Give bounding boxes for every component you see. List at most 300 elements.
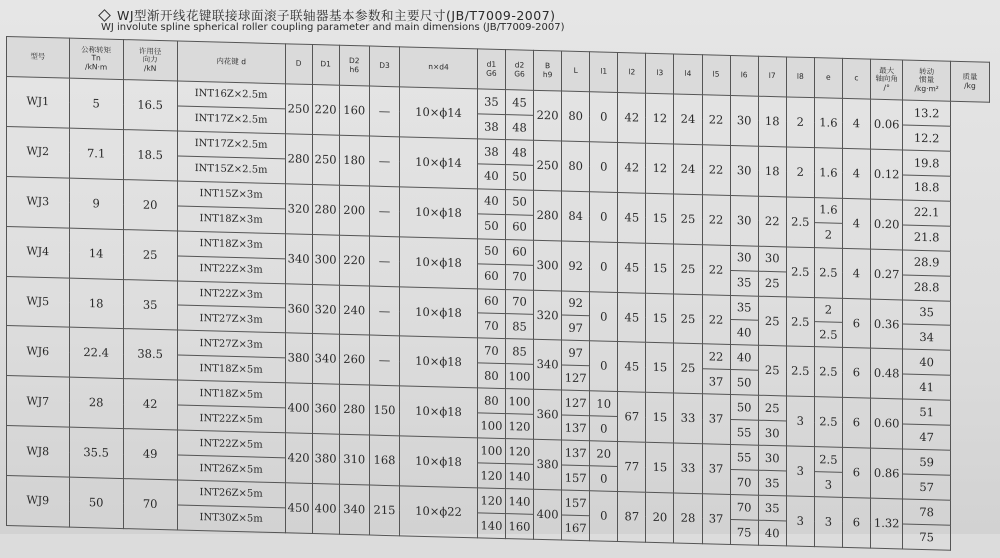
cell-d1: 340: [312, 334, 339, 385]
cell-nd: 10×ϕ18: [400, 386, 478, 438]
column-header: [842, 58, 870, 99]
cell-model: WJ7: [7, 376, 70, 428]
cell-l3: 15: [646, 442, 674, 493]
cell-l8: 2: [786, 147, 814, 198]
cell-c: 4: [842, 98, 870, 149]
cell-l3: 12: [646, 143, 674, 194]
cell-hub: INT22Z×3m: [177, 256, 285, 284]
cell-l4: 24: [674, 94, 702, 145]
column-header: [7, 37, 70, 79]
parameter-table: [6, 36, 990, 552]
cell-e: 3: [814, 472, 842, 498]
column-header: [674, 54, 702, 95]
cell-model: WJ5: [7, 276, 70, 328]
cell-l6: 50: [730, 395, 758, 421]
cell-l6: 30: [730, 195, 758, 246]
header-text: 质量: [962, 71, 978, 82]
cell-l2: 77: [618, 442, 646, 493]
cell-l7: 25: [758, 271, 786, 297]
cell-l4: 25: [674, 194, 702, 245]
cell-mass: 75: [903, 524, 951, 550]
cell-l4: 24: [674, 144, 702, 195]
cell-tn: 28: [69, 377, 123, 428]
header-text: l5: [712, 69, 720, 79]
cell-l8: 2.5: [786, 346, 814, 397]
cell-b: 400: [534, 489, 562, 540]
cell-d2: 70: [505, 264, 533, 290]
cell-l3: 15: [646, 393, 674, 444]
cell-c: 6: [842, 448, 870, 499]
cell-nd: 10×ϕ18: [400, 336, 478, 388]
column-header: [177, 41, 285, 84]
parameter-table-wrapper: [6, 36, 996, 558]
cell-l6: 70: [730, 470, 758, 496]
cell-d: 280: [285, 134, 312, 185]
cell-d1: 35: [477, 89, 505, 115]
cell-l7: 40: [758, 520, 786, 546]
cell-d2: 140: [505, 489, 533, 515]
cell-l6: 40: [730, 320, 758, 346]
cell-l6: 40: [730, 345, 758, 371]
cell-d2: 45: [505, 90, 533, 116]
cell-l2: 87: [618, 492, 646, 543]
cell-d2: 340: [339, 484, 369, 535]
cell-d1: 120: [477, 463, 505, 489]
cell-l6: 35: [730, 295, 758, 321]
cell-l5: 22: [702, 145, 730, 196]
cell-d2: 160: [339, 85, 369, 136]
cell-e: 2.5: [814, 347, 842, 398]
cell-rf: 25: [123, 229, 177, 280]
cell-hub: INT15Z×2.5m: [177, 156, 285, 184]
cell-l5: 37: [702, 394, 730, 445]
cell-l8: 2: [786, 97, 814, 148]
cell-l1: 0: [590, 416, 618, 442]
cell-d1: 100: [477, 438, 505, 464]
cell-model: WJ2: [7, 126, 70, 178]
cell-l: 137: [562, 440, 590, 466]
cell-d1: 140: [477, 513, 505, 539]
cell-l6: 35: [730, 270, 758, 296]
cell-d3: —: [369, 86, 399, 137]
header-text: n×d4: [428, 62, 449, 72]
cell-b: 250: [534, 140, 562, 191]
header-text: Tn: [91, 53, 101, 63]
header-text: L: [573, 66, 578, 76]
cell-d2: 260: [339, 335, 369, 386]
cell-c: 4: [842, 148, 870, 199]
cell-mass: 28.8: [903, 275, 951, 301]
cell-l1: 0: [590, 192, 618, 243]
cell-b: 280: [534, 190, 562, 241]
cell-hub: INT22Z×5m: [177, 430, 285, 458]
cell-d2: 310: [339, 434, 369, 485]
cell-rf: 49: [123, 429, 177, 480]
cell-l1: 0: [590, 341, 618, 392]
column-header: [285, 44, 312, 85]
cell-l5: 22: [702, 244, 730, 295]
cell-ang: 0.86: [870, 448, 902, 499]
cell-l6: 30: [730, 245, 758, 271]
cell-mass: 41: [903, 374, 951, 400]
cell-e: 2: [814, 297, 842, 323]
cell-tn: 14: [69, 228, 123, 279]
cell-l7: 25: [758, 346, 786, 397]
header-text: 向力: [142, 54, 158, 65]
cell-d: 320: [285, 184, 312, 235]
cell-hub: INT15Z×3m: [177, 181, 285, 209]
cell-mass: 22.1: [903, 200, 951, 226]
header-text: 公称转矩: [81, 44, 112, 55]
column-header: [477, 49, 505, 90]
cell-l8: 3: [786, 396, 814, 447]
header-text: 转动: [919, 66, 935, 76]
cell-d1: 60: [477, 288, 505, 314]
cell-nd: 10×ϕ18: [400, 436, 478, 488]
cell-d1: 50: [477, 238, 505, 264]
cell-d1: 360: [312, 384, 339, 435]
cell-l7: 30: [758, 246, 786, 272]
cell-mass: 40: [903, 349, 951, 375]
cell-d1: 70: [477, 338, 505, 364]
cell-hub: INT18Z×3m: [177, 206, 285, 234]
cell-d1: 80: [477, 363, 505, 389]
table-title-english: WJ involute spline spherical roller coupling parameter and main dimensions (JB/T7009-2007): [101, 22, 565, 33]
cell-b: 320: [534, 290, 562, 341]
cell-l4: 33: [674, 393, 702, 444]
cell-l2: 45: [618, 242, 646, 293]
cell-d1: 250: [312, 134, 339, 185]
cell-rf: 35: [123, 279, 177, 330]
header-text: /kg: [964, 80, 976, 90]
cell-hub: INT26Z×5m: [177, 455, 285, 483]
cell-ang: 0.27: [870, 249, 902, 300]
cell-d2: 48: [505, 139, 533, 165]
header-text: 最大: [879, 65, 895, 75]
cell-l6: 30: [730, 95, 758, 146]
cell-l7: 18: [758, 96, 786, 147]
cell-l2: 45: [618, 342, 646, 393]
cell-d2: 220: [339, 235, 369, 286]
cell-e: 2.5: [814, 447, 842, 473]
cell-c: 6: [842, 497, 870, 548]
cell-mass: 57: [903, 474, 951, 500]
cell-model: WJ9: [7, 476, 70, 528]
cell-d1: 70: [477, 313, 505, 339]
cell-l4: 25: [674, 343, 702, 394]
cell-tn: 22.4: [69, 328, 123, 379]
cell-mass: 78: [903, 499, 951, 525]
cell-mass: 18.8: [903, 175, 951, 201]
cell-e: 1.6: [814, 98, 842, 149]
cell-e: 3: [814, 497, 842, 548]
cell-l: 80: [562, 141, 590, 192]
header-text: l6: [740, 70, 748, 80]
cell-d2: 60: [505, 214, 533, 240]
cell-l8: 2.5: [786, 197, 814, 248]
cell-l5: 37: [702, 494, 730, 545]
cell-c: 4: [842, 248, 870, 299]
cell-d1: 40: [477, 164, 505, 190]
cell-model: WJ4: [7, 226, 70, 278]
diamond-bullet-icon: [98, 9, 111, 22]
header-text: l7: [768, 71, 776, 81]
cell-hub: INT30Z×5m: [177, 505, 285, 533]
column-header: [69, 38, 123, 79]
column-header: [369, 46, 399, 87]
header-text: l4: [684, 68, 692, 79]
cell-nd: 10×ϕ18: [400, 236, 478, 288]
cell-d2: 50: [505, 189, 533, 215]
column-header: [814, 58, 842, 99]
header-text: G6: [514, 68, 525, 79]
header-text: /°: [883, 82, 890, 92]
cell-hub: INT27Z×3m: [177, 330, 285, 358]
column-header: [400, 47, 478, 89]
cell-e: 2.5: [814, 247, 842, 298]
cell-tn: 35.5: [69, 427, 123, 478]
cell-d1: 320: [312, 284, 339, 335]
header-text: 轴向角: [875, 73, 898, 84]
column-header: [702, 55, 730, 96]
header-text: /kN: [143, 63, 157, 73]
header-text: c: [854, 73, 859, 83]
cell-e: 1.6: [814, 197, 842, 223]
cell-d: 450: [285, 483, 312, 534]
header-text: D3: [379, 60, 390, 71]
cell-model: WJ1: [7, 77, 70, 129]
cell-l7: 30: [758, 420, 786, 446]
cell-model: WJ6: [7, 326, 70, 378]
cell-d2: 120: [505, 439, 533, 465]
cell-d1: 120: [477, 488, 505, 514]
cell-tn: 5: [69, 78, 123, 129]
cell-l5: 22: [702, 95, 730, 146]
cell-l1: 10: [590, 391, 618, 417]
cell-d1: 80: [477, 388, 505, 414]
cell-mass: 47: [903, 424, 951, 450]
cell-l3: 15: [646, 243, 674, 294]
cell-l8: 2.5: [786, 247, 814, 298]
cell-d1: 60: [477, 263, 505, 289]
cell-tn: 9: [69, 178, 123, 229]
cell-d2: 50: [505, 164, 533, 190]
header-text: d2: [514, 60, 525, 70]
column-header: [903, 60, 951, 101]
cell-d3: —: [369, 335, 399, 386]
cell-e: 2.5: [814, 322, 842, 348]
cell-d: 340: [285, 233, 312, 284]
cell-l: 80: [562, 91, 590, 142]
cell-hub: INT17Z×2.5m: [177, 106, 285, 134]
cell-l3: 20: [646, 492, 674, 543]
column-header: [618, 53, 646, 94]
cell-tn: 18: [69, 278, 123, 329]
cell-c: 4: [842, 198, 870, 249]
column-header: [312, 45, 339, 86]
cell-nd: 10×ϕ14: [400, 137, 478, 189]
cell-l2: 45: [618, 292, 646, 343]
cell-l8: 3: [786, 446, 814, 497]
cell-l4: 28: [674, 493, 702, 544]
cell-d2: 60: [505, 239, 533, 265]
cell-mass: 35: [903, 299, 951, 325]
column-header: [590, 52, 618, 93]
cell-e: 2: [814, 222, 842, 248]
cell-ang: 1.32: [870, 498, 902, 549]
column-header: [339, 45, 369, 86]
column-header: [758, 56, 786, 97]
cell-b: 380: [534, 439, 562, 490]
header-text: l3: [656, 68, 664, 78]
header-text: e: [826, 72, 831, 82]
cell-l1: 0: [590, 466, 618, 492]
cell-ang: 0.48: [870, 349, 902, 400]
cell-d3: 168: [369, 435, 399, 486]
column-header: [534, 50, 562, 91]
cell-mass: 34: [903, 324, 951, 350]
cell-l: 167: [562, 515, 590, 541]
cell-d1: 100: [477, 413, 505, 439]
cell-d3: —: [369, 186, 399, 237]
column-header: [505, 50, 533, 91]
cell-l7: 25: [758, 296, 786, 347]
cell-c: 6: [842, 298, 870, 349]
header-text: B: [545, 60, 551, 71]
cell-l: 157: [562, 490, 590, 516]
header-text: /kN·m: [85, 61, 108, 72]
cell-l: 97: [562, 340, 590, 366]
cell-d2: 240: [339, 285, 369, 336]
cell-d2: 85: [505, 339, 533, 365]
cell-ang: 0.60: [870, 398, 902, 449]
cell-l7: 35: [758, 470, 786, 496]
cell-nd: 10×ϕ14: [400, 87, 478, 139]
cell-d: 250: [285, 84, 312, 135]
cell-c: 6: [842, 398, 870, 449]
cell-l2: 42: [618, 142, 646, 193]
cell-mass: 19.8: [903, 150, 951, 176]
cell-l5: 37: [702, 369, 730, 395]
cell-tn: 7.1: [69, 128, 123, 179]
cell-e: 1.6: [814, 148, 842, 199]
header-text: l1: [600, 66, 608, 76]
cell-rf: 18.5: [123, 129, 177, 180]
header-text: 型号: [30, 51, 46, 62]
column-header: [870, 59, 902, 100]
cell-l7: 35: [758, 495, 786, 521]
cell-d1: 38: [477, 114, 505, 140]
cell-b: 220: [534, 90, 562, 141]
header-text: /kg·m²: [914, 83, 939, 94]
cell-l6: 30: [730, 145, 758, 196]
header-text: D: [295, 58, 302, 68]
cell-b: 300: [534, 240, 562, 291]
cell-l7: 18: [758, 146, 786, 197]
header-text: h9: [542, 69, 553, 79]
cell-l2: 67: [618, 392, 646, 443]
cell-mass: 59: [903, 449, 951, 475]
cell-hub: INT26Z×5m: [177, 480, 285, 508]
cell-mass: 51: [903, 399, 951, 425]
cell-mass: 28.9: [903, 250, 951, 276]
cell-nd: 10×ϕ18: [400, 286, 478, 338]
cell-hub: INT27Z×3m: [177, 305, 285, 333]
column-header: [123, 40, 177, 81]
cell-l4: 25: [674, 293, 702, 344]
cell-d2: 100: [505, 364, 533, 390]
cell-d1: 400: [312, 484, 339, 535]
cell-l3: 15: [646, 193, 674, 244]
cell-hub: INT18Z×5m: [177, 380, 285, 408]
cell-d3: —: [369, 236, 399, 287]
cell-ang: 0.36: [870, 299, 902, 350]
cell-ang: 0.06: [870, 99, 902, 150]
header-text: l2: [628, 67, 636, 77]
cell-l: 157: [562, 465, 590, 491]
cell-l6: 75: [730, 519, 758, 545]
cell-nd: 10×ϕ18: [400, 187, 478, 239]
header-text: d1: [486, 59, 497, 69]
cell-l7: 30: [758, 445, 786, 471]
cell-l1: 0: [590, 491, 618, 542]
header-text: 许用径: [138, 46, 162, 56]
cell-l7: 22: [758, 196, 786, 247]
cell-model: WJ3: [7, 176, 70, 228]
cell-d2: 160: [505, 514, 533, 540]
cell-l5: 37: [702, 444, 730, 495]
cell-c: 6: [842, 348, 870, 399]
cell-d: 420: [285, 433, 312, 484]
cell-e: 2.5: [814, 397, 842, 448]
cell-ang: 0.12: [870, 149, 902, 200]
cell-rf: 42: [123, 379, 177, 430]
cell-l8: 3: [786, 496, 814, 547]
cell-hub: INT22Z×3m: [177, 280, 285, 308]
cell-b: 360: [534, 390, 562, 441]
cell-d1: 380: [312, 434, 339, 485]
cell-mass: 12.2: [903, 125, 951, 151]
cell-l: 92: [562, 291, 590, 317]
cell-l: 127: [562, 390, 590, 416]
cell-l4: 33: [674, 443, 702, 494]
cell-d1: 40: [477, 189, 505, 215]
cell-l: 92: [562, 241, 590, 292]
cell-l2: 42: [618, 93, 646, 144]
column-header: [646, 53, 674, 94]
cell-hub: INT18Z×3m: [177, 231, 285, 259]
cell-d2: 280: [339, 384, 369, 435]
cell-d: 400: [285, 383, 312, 434]
cell-l: 137: [562, 415, 590, 441]
cell-hub: INT16Z×2.5m: [177, 81, 285, 109]
cell-l: 97: [562, 315, 590, 341]
cell-mass: 21.8: [903, 225, 951, 251]
cell-l5: 22: [702, 344, 730, 370]
cell-b: 340: [534, 340, 562, 391]
cell-l6: 55: [730, 420, 758, 446]
cell-l7: 25: [758, 395, 786, 421]
cell-l1: 0: [590, 241, 618, 292]
cell-l2: 45: [618, 192, 646, 243]
cell-d: 360: [285, 283, 312, 334]
cell-ang: 0.20: [870, 199, 902, 250]
cell-d1: 280: [312, 184, 339, 235]
column-header: [562, 51, 590, 92]
column-header: [730, 55, 758, 96]
cell-nd: 10×ϕ22: [400, 486, 478, 538]
cell-d2: 120: [505, 414, 533, 440]
